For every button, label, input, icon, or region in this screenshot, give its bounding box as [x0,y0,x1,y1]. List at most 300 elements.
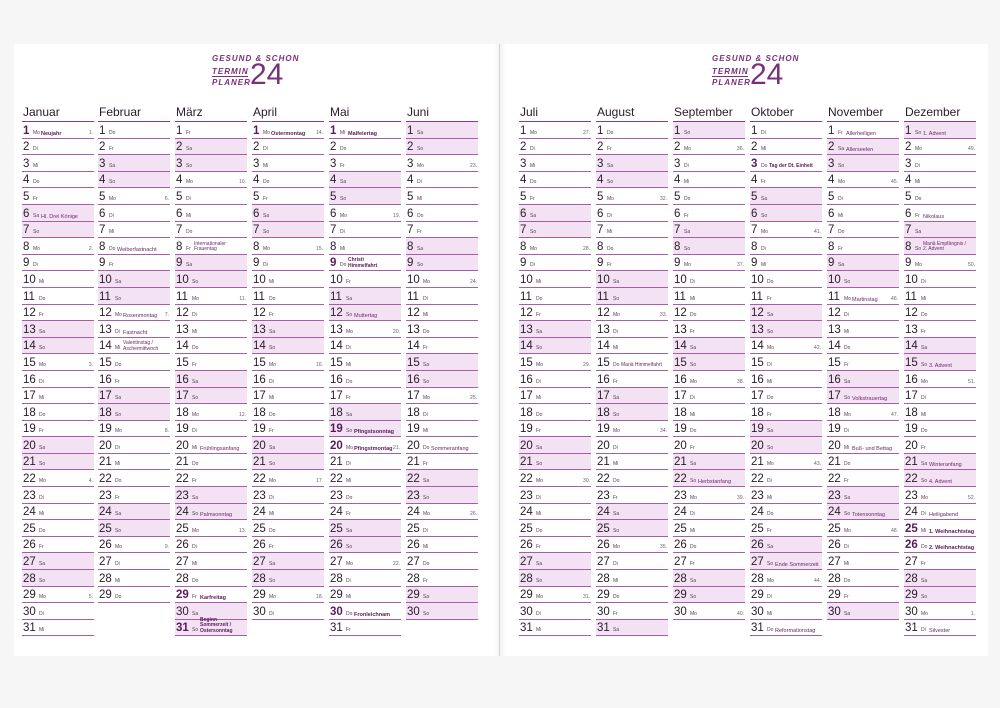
day-row[interactable] [98,172,170,189]
day-row[interactable] [596,388,668,405]
day-row[interactable] [673,587,745,604]
day-row[interactable] [904,587,976,604]
day-row[interactable] [596,454,668,471]
day-row[interactable] [827,222,899,239]
day-row[interactable] [329,404,401,421]
day-row[interactable] [175,305,247,322]
day-row[interactable] [252,570,324,587]
day-row[interactable] [175,537,247,554]
day-row[interactable] [22,371,94,388]
day-row[interactable] [175,172,247,189]
day-row[interactable] [519,188,591,205]
day-row[interactable] [252,172,324,189]
day-row[interactable] [406,255,478,272]
day-row[interactable] [904,271,976,288]
day-row[interactable] [175,487,247,504]
day-row[interactable] [596,371,668,388]
day-row[interactable] [252,504,324,521]
day-row[interactable] [406,404,478,421]
day-row[interactable] [175,470,247,487]
day-row[interactable] [904,205,976,222]
day-row[interactable] [406,139,478,156]
day-row[interactable] [673,155,745,172]
day-row[interactable] [98,587,170,604]
day-row[interactable] [827,404,899,421]
day-row[interactable] [252,338,324,355]
day-row[interactable] [596,470,668,487]
day-row[interactable] [22,255,94,272]
day-row[interactable] [98,504,170,521]
day-row[interactable] [252,388,324,405]
day-row[interactable] [329,205,401,222]
day-row[interactable] [22,155,94,172]
day-row[interactable] [175,520,247,537]
day-row[interactable] [827,338,899,355]
day-row[interactable] [98,454,170,471]
day-row[interactable] [750,520,822,537]
day-row[interactable] [673,139,745,156]
day-row[interactable] [596,504,668,521]
day-row[interactable] [673,388,745,405]
day-row[interactable] [596,437,668,454]
day-row[interactable] [406,504,478,521]
day-row[interactable] [329,437,401,454]
day-row[interactable] [673,205,745,222]
day-row[interactable] [904,238,976,255]
day-row[interactable] [406,371,478,388]
day-row[interactable] [519,155,591,172]
day-row[interactable] [22,354,94,371]
day-row[interactable] [98,437,170,454]
day-row[interactable] [750,388,822,405]
day-row[interactable] [750,238,822,255]
day-row[interactable] [329,454,401,471]
day-row[interactable] [904,504,976,521]
day-row[interactable] [252,155,324,172]
day-row[interactable] [98,371,170,388]
day-row[interactable] [406,587,478,604]
day-row[interactable] [329,620,401,637]
day-row[interactable] [750,338,822,355]
day-row[interactable] [406,603,478,620]
day-row[interactable] [406,271,478,288]
day-row[interactable] [519,421,591,438]
day-row[interactable] [827,188,899,205]
day-row[interactable] [827,155,899,172]
day-row[interactable] [329,570,401,587]
day-row[interactable] [827,238,899,255]
day-row[interactable] [252,305,324,322]
day-row[interactable] [406,122,478,139]
day-row[interactable] [750,139,822,156]
day-row[interactable] [519,371,591,388]
day-row[interactable] [329,222,401,239]
day-row[interactable] [329,487,401,504]
day-row[interactable] [175,288,247,305]
day-row[interactable] [827,437,899,454]
day-row[interactable] [519,437,591,454]
day-row[interactable] [827,587,899,604]
day-row[interactable] [98,553,170,570]
day-row[interactable] [22,570,94,587]
day-row[interactable] [22,188,94,205]
day-row[interactable] [252,271,324,288]
day-row[interactable] [827,205,899,222]
day-row[interactable] [98,222,170,239]
day-row[interactable] [98,122,170,139]
day-row[interactable] [252,553,324,570]
day-row[interactable] [827,537,899,554]
day-row[interactable] [175,122,247,139]
day-row[interactable] [519,570,591,587]
day-row[interactable] [750,288,822,305]
day-row[interactable] [827,388,899,405]
day-row[interactable] [519,520,591,537]
day-row[interactable] [827,553,899,570]
day-row[interactable] [175,188,247,205]
day-row[interactable] [904,388,976,405]
day-row[interactable] [406,354,478,371]
day-row[interactable] [750,321,822,338]
day-row[interactable] [329,321,401,338]
day-row[interactable] [827,487,899,504]
day-row[interactable] [750,172,822,189]
day-row[interactable] [175,616,247,637]
day-row[interactable] [904,570,976,587]
day-row[interactable] [750,603,822,620]
day-row[interactable] [673,338,745,355]
day-row[interactable] [22,271,94,288]
day-row[interactable] [673,454,745,471]
day-row[interactable] [98,388,170,405]
day-row[interactable] [596,172,668,189]
day-row[interactable] [904,454,976,471]
day-row[interactable] [175,238,247,255]
day-row[interactable] [406,305,478,322]
day-row[interactable] [175,504,247,521]
day-row[interactable] [596,587,668,604]
day-row[interactable] [904,603,976,620]
day-row[interactable] [750,620,822,637]
day-row[interactable] [98,238,170,255]
day-row[interactable] [750,255,822,272]
day-row[interactable] [406,288,478,305]
day-row[interactable] [750,305,822,322]
day-row[interactable] [406,454,478,471]
day-row[interactable] [406,470,478,487]
day-row[interactable] [519,603,591,620]
day-row[interactable] [827,354,899,371]
day-row[interactable] [519,404,591,421]
day-row[interactable] [750,504,822,521]
day-row[interactable] [750,487,822,504]
day-row[interactable] [98,470,170,487]
day-row[interactable] [519,172,591,189]
day-row[interactable] [904,321,976,338]
day-row[interactable] [673,305,745,322]
day-row[interactable] [22,470,94,487]
day-row[interactable] [750,570,822,587]
day-row[interactable] [175,155,247,172]
day-row[interactable] [406,570,478,587]
day-row[interactable] [252,321,324,338]
day-row[interactable] [750,587,822,604]
day-row[interactable] [904,620,976,637]
day-row[interactable] [596,537,668,554]
day-row[interactable] [750,222,822,239]
day-row[interactable] [22,172,94,189]
day-row[interactable] [175,587,247,604]
day-row[interactable] [904,437,976,454]
day-row[interactable] [904,255,976,272]
day-row[interactable] [904,470,976,487]
day-row[interactable] [252,288,324,305]
day-row[interactable] [673,371,745,388]
day-row[interactable] [596,404,668,421]
day-row[interactable] [904,338,976,355]
day-row[interactable] [519,587,591,604]
day-row[interactable] [329,421,401,438]
day-row[interactable] [519,271,591,288]
day-row[interactable] [406,222,478,239]
day-row[interactable] [175,388,247,405]
day-row[interactable] [175,404,247,421]
day-row[interactable] [329,139,401,156]
day-row[interactable] [596,520,668,537]
day-row[interactable] [22,404,94,421]
day-row[interactable] [175,553,247,570]
day-row[interactable] [519,553,591,570]
day-row[interactable] [329,371,401,388]
day-row[interactable] [98,271,170,288]
day-row[interactable] [904,172,976,189]
day-row[interactable] [22,288,94,305]
day-row[interactable] [673,354,745,371]
day-row[interactable] [519,504,591,521]
day-row[interactable] [904,139,976,156]
day-row[interactable] [98,188,170,205]
day-row[interactable] [750,155,822,172]
day-row[interactable] [406,338,478,355]
day-row[interactable] [904,222,976,239]
day-row[interactable] [673,222,745,239]
day-row[interactable] [252,487,324,504]
day-row[interactable] [596,139,668,156]
day-row[interactable] [904,487,976,504]
day-row[interactable] [827,321,899,338]
day-row[interactable] [98,570,170,587]
day-row[interactable] [98,139,170,156]
day-row[interactable] [252,454,324,471]
day-row[interactable] [827,305,899,322]
day-row[interactable] [750,188,822,205]
day-row[interactable] [252,603,324,620]
day-row[interactable] [519,537,591,554]
day-row[interactable] [406,205,478,222]
day-row[interactable] [519,139,591,156]
day-row[interactable] [329,587,401,604]
day-row[interactable] [406,487,478,504]
day-row[interactable] [329,553,401,570]
day-row[interactable] [98,255,170,272]
day-row[interactable] [673,271,745,288]
day-row[interactable] [22,305,94,322]
day-row[interactable] [519,305,591,322]
day-row[interactable] [329,305,401,322]
day-row[interactable] [750,454,822,471]
day-row[interactable] [175,338,247,355]
day-row[interactable] [827,288,899,305]
day-row[interactable] [904,305,976,322]
day-row[interactable] [750,437,822,454]
day-row[interactable] [596,238,668,255]
day-row[interactable] [329,504,401,521]
day-row[interactable] [827,603,899,620]
day-row[interactable] [98,404,170,421]
day-row[interactable] [673,504,745,521]
day-row[interactable] [406,553,478,570]
day-row[interactable] [596,271,668,288]
day-row[interactable] [329,470,401,487]
day-row[interactable] [329,188,401,205]
day-row[interactable] [175,255,247,272]
day-row[interactable] [596,321,668,338]
day-row[interactable] [673,288,745,305]
day-row[interactable] [596,421,668,438]
day-row[interactable] [827,122,899,139]
day-row[interactable] [904,404,976,421]
day-row[interactable] [519,222,591,239]
day-row[interactable] [673,404,745,421]
day-row[interactable] [596,354,668,371]
day-row[interactable] [98,321,170,338]
day-row[interactable] [519,487,591,504]
day-row[interactable] [175,371,247,388]
day-row[interactable] [750,470,822,487]
day-row[interactable] [22,537,94,554]
day-row[interactable] [596,620,668,637]
day-row[interactable] [904,288,976,305]
day-row[interactable] [827,255,899,272]
day-row[interactable] [519,620,591,637]
day-row[interactable] [252,122,324,139]
day-row[interactable] [750,205,822,222]
day-row[interactable] [673,437,745,454]
day-row[interactable] [904,537,976,554]
day-row[interactable] [827,371,899,388]
day-row[interactable] [673,553,745,570]
day-row[interactable] [406,421,478,438]
day-row[interactable] [98,487,170,504]
day-row[interactable] [750,354,822,371]
day-row[interactable] [596,188,668,205]
day-row[interactable] [519,288,591,305]
day-row[interactable] [22,487,94,504]
day-row[interactable] [22,454,94,471]
day-row[interactable] [904,553,976,570]
day-row[interactable] [519,454,591,471]
day-row[interactable] [673,188,745,205]
day-row[interactable] [22,437,94,454]
day-row[interactable] [22,388,94,405]
day-row[interactable] [329,520,401,537]
day-row[interactable] [904,354,976,371]
day-row[interactable] [98,288,170,305]
day-row[interactable] [22,139,94,156]
day-row[interactable] [750,553,822,570]
day-row[interactable] [673,603,745,620]
day-row[interactable] [673,487,745,504]
day-row[interactable] [175,354,247,371]
day-row[interactable] [329,354,401,371]
day-row[interactable] [329,271,401,288]
day-row[interactable] [175,421,247,438]
day-row[interactable] [252,587,324,604]
day-row[interactable] [750,404,822,421]
day-row[interactable] [329,338,401,355]
day-row[interactable] [519,470,591,487]
day-row[interactable] [596,255,668,272]
day-row[interactable] [406,155,478,172]
day-row[interactable] [175,205,247,222]
day-row[interactable] [827,421,899,438]
day-row[interactable] [329,172,401,189]
day-row[interactable] [175,454,247,471]
day-row[interactable] [519,338,591,355]
day-row[interactable] [98,520,170,537]
day-row[interactable] [904,421,976,438]
day-row[interactable] [827,520,899,537]
day-row[interactable] [22,421,94,438]
day-row[interactable] [98,421,170,438]
day-row[interactable] [596,570,668,587]
day-row[interactable] [827,570,899,587]
day-row[interactable] [98,305,170,322]
day-row[interactable] [329,288,401,305]
day-row[interactable] [252,421,324,438]
day-row[interactable] [596,205,668,222]
day-row[interactable] [519,238,591,255]
day-row[interactable] [406,238,478,255]
day-row[interactable] [750,371,822,388]
day-row[interactable] [596,603,668,620]
day-row[interactable] [904,371,976,388]
day-row[interactable] [596,122,668,139]
day-row[interactable] [22,603,94,620]
day-row[interactable] [252,470,324,487]
day-row[interactable] [596,487,668,504]
day-row[interactable] [252,371,324,388]
day-row[interactable] [98,537,170,554]
day-row[interactable] [673,321,745,338]
day-row[interactable] [22,553,94,570]
day-row[interactable] [98,205,170,222]
day-row[interactable] [406,388,478,405]
day-row[interactable] [750,122,822,139]
day-row[interactable] [904,520,976,537]
day-row[interactable] [673,172,745,189]
day-row[interactable] [827,470,899,487]
day-row[interactable] [252,437,324,454]
day-row[interactable] [596,553,668,570]
day-row[interactable] [329,155,401,172]
day-row[interactable] [252,255,324,272]
day-row[interactable] [22,620,94,637]
day-row[interactable] [329,388,401,405]
day-row[interactable] [673,470,745,487]
day-row[interactable] [175,570,247,587]
day-row[interactable] [22,587,94,604]
